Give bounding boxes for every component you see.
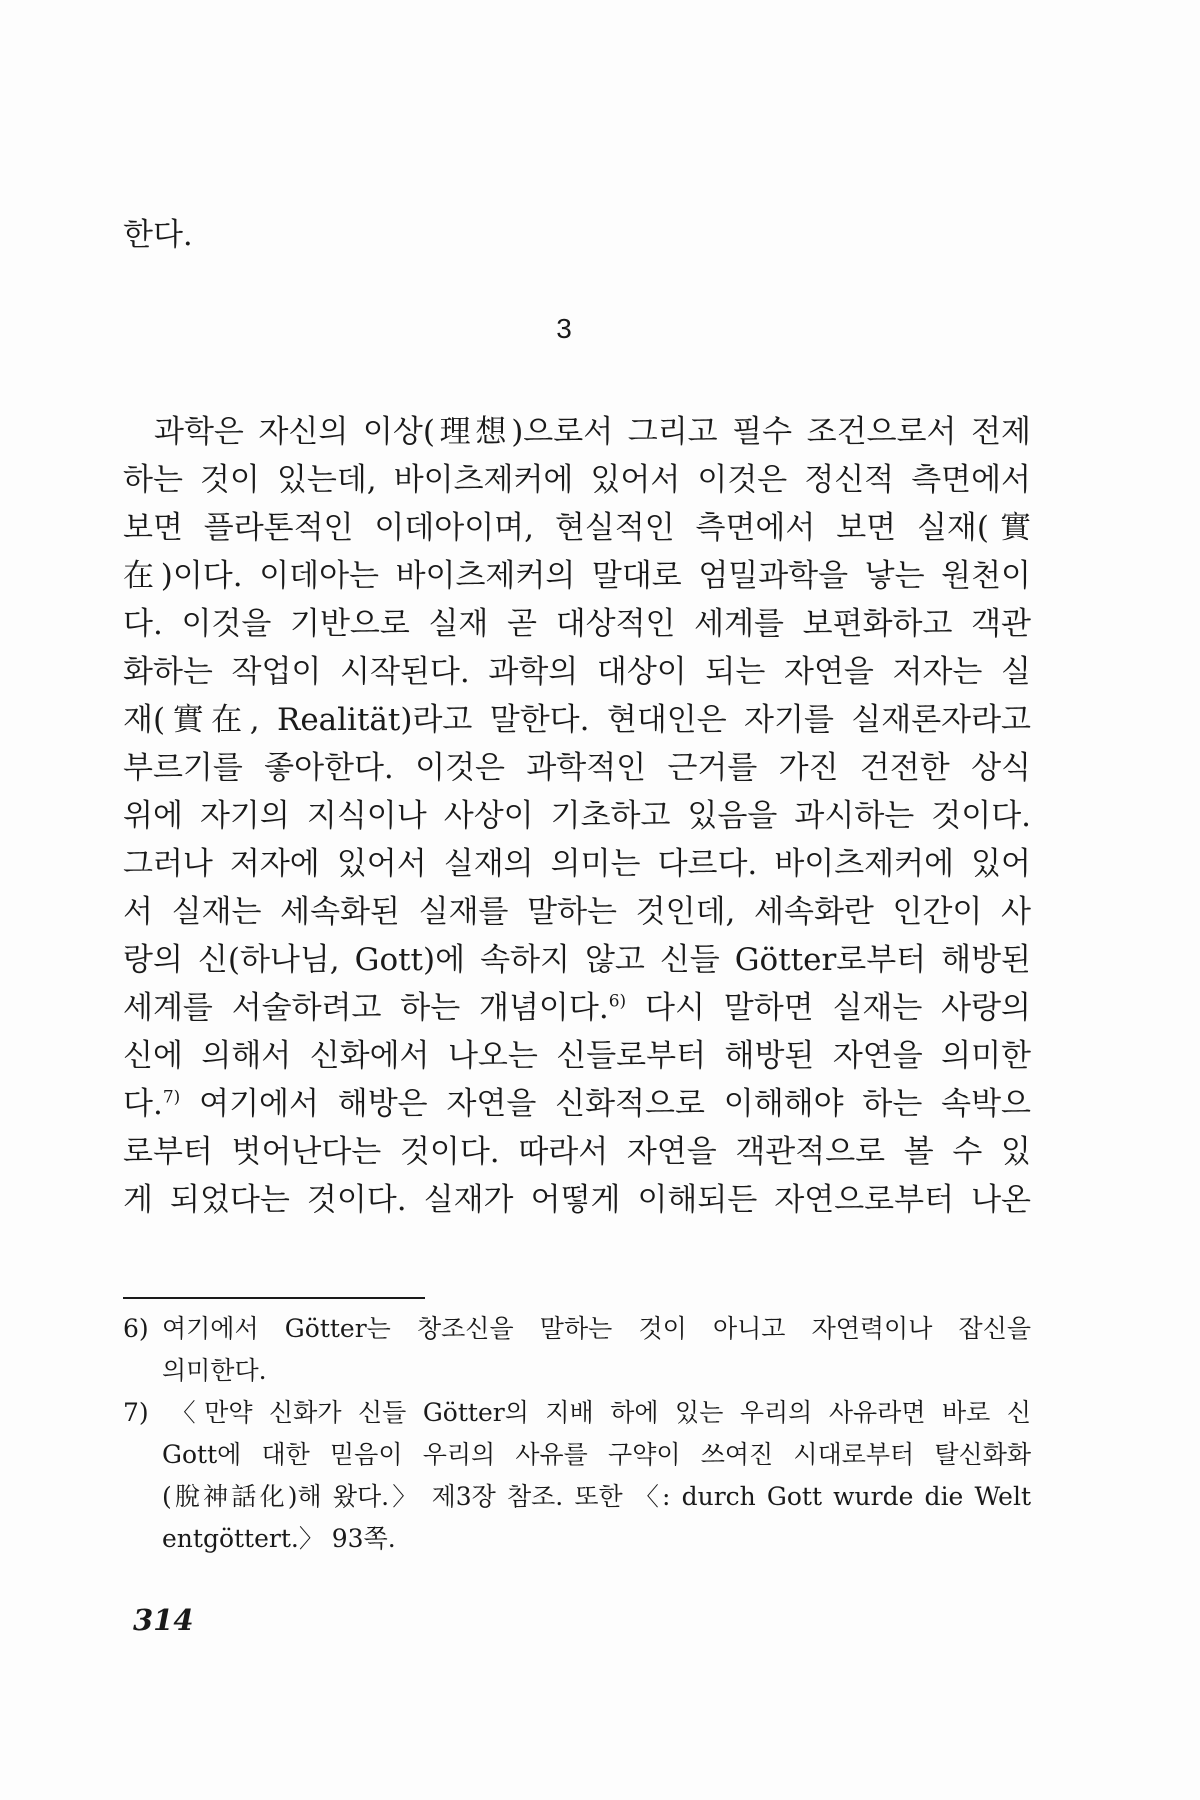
footnote-line: (脫神話化)해 왔다.〉 제3장 참조. 또한 〈: durch Gott wurde die Welt (162, 1482, 1031, 1511)
body-line: 그러나 저자에 있어서 실재의 의미는 다르다. 바이츠제커에 있어 (123, 846, 1031, 882)
body-line: 위에 자기의 지식이나 사상이 기초하고 있음을 과시하는 것이다. (123, 798, 1031, 834)
body-line: 신에 의해서 신화에서 나오는 신들로부터 해방된 자연을 의미한 (123, 1038, 1031, 1074)
body-line: 하는 것이 있는데, 바이츠제커에 있어서 이것은 정신적 측면에서 (123, 462, 1031, 498)
body-line: 다. 이것을 기반으로 실재 곧 대상적인 세계를 보편화하고 객관 (123, 606, 1031, 642)
body-line: 랑의 신(하나님, Gott)에 속하지 않고 신들 Götter로부터 해방된 (123, 942, 1031, 978)
footnotes (123, 1308, 1031, 1560)
section-number: 3 (556, 313, 572, 344)
body-paragraph (123, 408, 1031, 1224)
continuation-text: 한다. (123, 217, 193, 253)
footnote-number: 7) (123, 1398, 149, 1427)
body-line-text: 여기에서 해방은 자연을 신화적으로 이해해야 하는 속박으 (180, 1086, 1031, 1122)
body-line: 서 실재는 세속화된 실재를 말하는 것인데, 세속화란 인간이 사 (123, 894, 1031, 930)
footnote-reference: 6) (608, 991, 627, 1012)
body-line: 재(實在, Realität)라고 말한다. 현대인은 자기를 실재론자라고 (123, 702, 1031, 738)
footnote-text: 〈만약 신화가 신들 Götter의 지배 하에 있는 우리의 사유라면 바로 신 (162, 1398, 1031, 1427)
footnote-reference: 7) (162, 1087, 181, 1108)
footnote-line (123, 1392, 1031, 1434)
body-line (123, 984, 1031, 1032)
body-line (123, 1080, 1031, 1128)
body-line: 로부터 벗어난다는 것이다. 따라서 자연을 객관적으로 볼 수 있 (123, 1134, 1031, 1170)
footnote-line: Gott에 대한 믿음이 우리의 사유를 구약이 쓰여진 시대로부터 탈신화화 (162, 1440, 1031, 1469)
footnote-separator (123, 1297, 425, 1299)
body-line: 부르기를 좋아한다. 이것은 과학적인 근거를 가진 건전한 상식 (123, 750, 1031, 786)
body-line: 과학은 자신의 이상(理想)으로서 그리고 필수 조건으로서 전제 (154, 414, 1031, 450)
body-line-text: 다시 말하면 실재는 사랑의 (626, 990, 1031, 1026)
page-number: 314 (133, 1603, 194, 1637)
body-line-text: 다. (123, 1086, 163, 1122)
body-line: 게 되었다는 것이다. 실재가 어떻게 이해되든 자연으로부터 나온 (123, 1182, 1031, 1218)
footnote-number: 6) (123, 1314, 149, 1343)
footnote-line (123, 1308, 1031, 1350)
footnote-text: 여기에서 Götter는 창조신을 말하는 것이 아니고 자연력이나 잡신을 (162, 1314, 1031, 1343)
body-line: 화하는 작업이 시작된다. 과학의 대상이 되는 자연을 저자는 실 (123, 654, 1031, 690)
body-line-text: 세계를 서술하려고 하는 개념이다. (123, 990, 609, 1026)
footnote-line: entgöttert.〉 93쪽. (162, 1524, 396, 1553)
body-line: 在)이다. 이데아는 바이츠제커의 말대로 엄밀과학을 낳는 원천이 (123, 558, 1031, 594)
body-line: 보면 플라톤적인 이데아이며, 현실적인 측면에서 보면 실재(實 (123, 510, 1031, 546)
footnote-line: 의미한다. (162, 1356, 267, 1385)
